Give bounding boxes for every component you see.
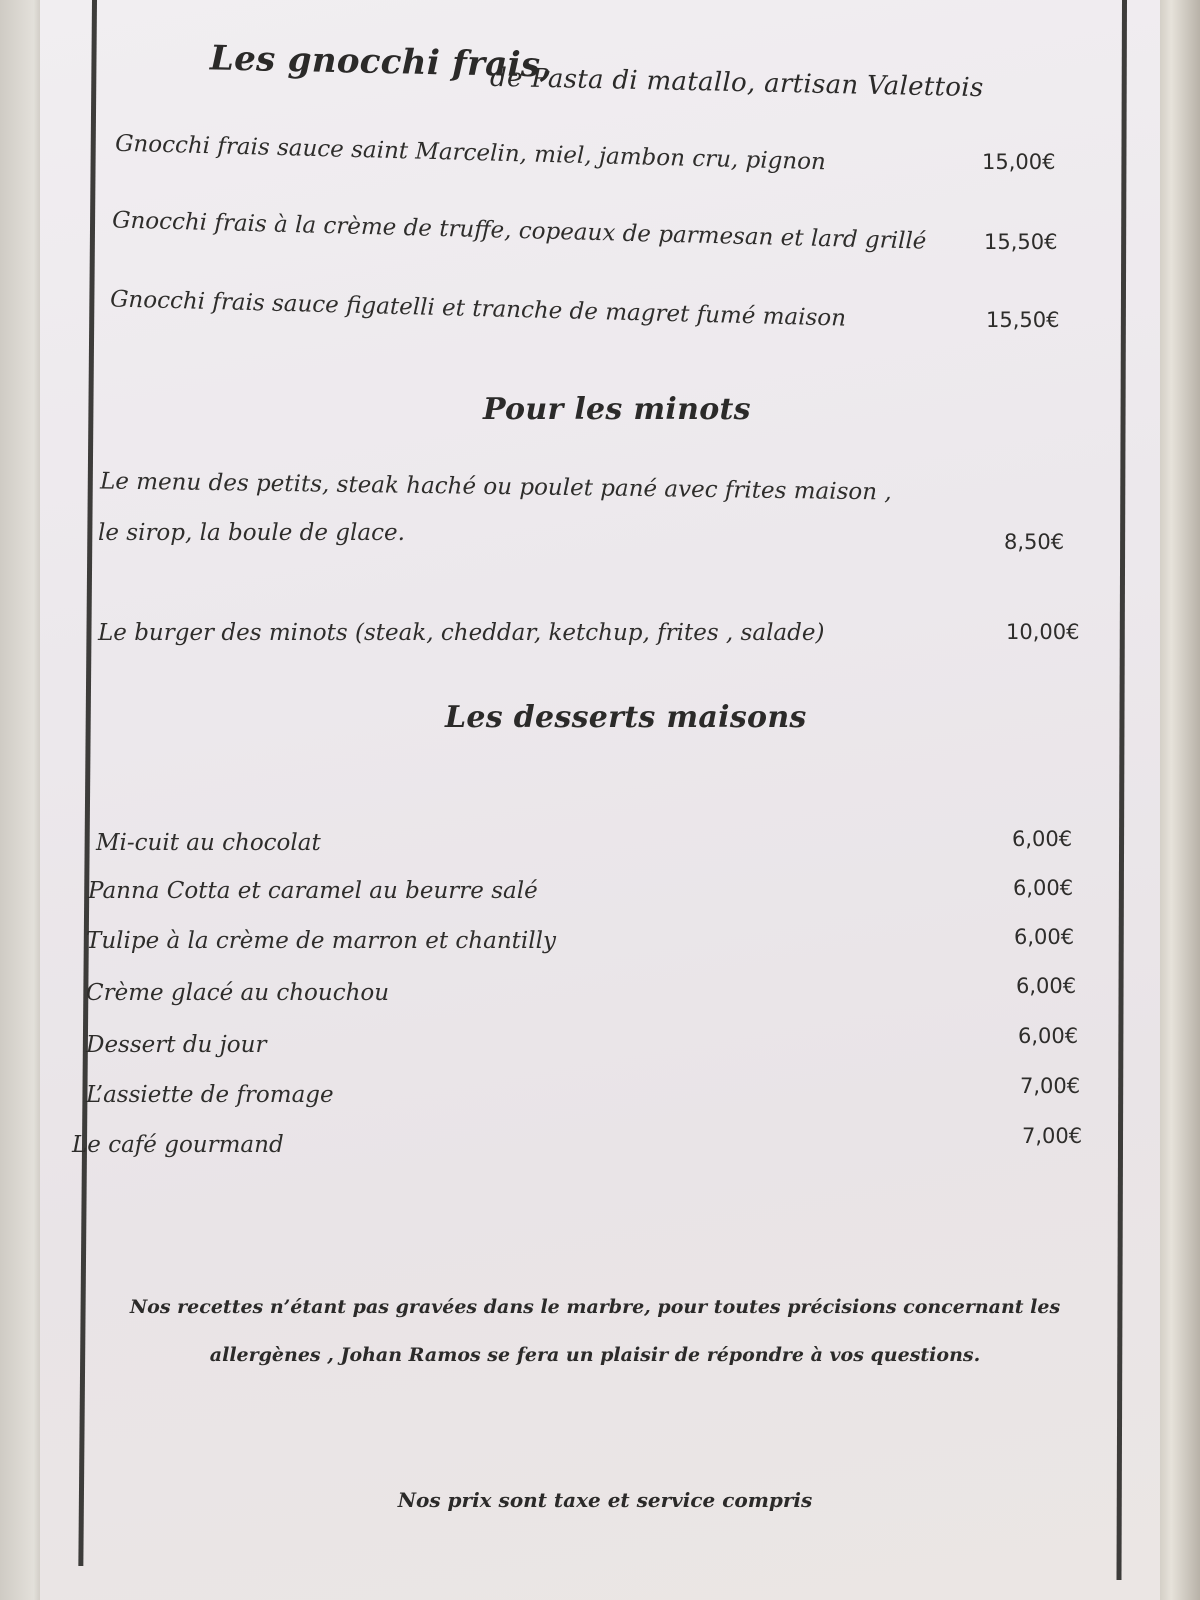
prices-note: Nos prix sont taxe et service compris bbox=[397, 1488, 813, 1512]
minots-menu-line-1: Le menu des petits, steak haché ou poulet pané avec frites maison , bbox=[99, 468, 892, 506]
dessert-item-6-label: L’assiette de fromage bbox=[86, 1082, 334, 1108]
dessert-item-4-price: 6,00€ bbox=[1016, 974, 1077, 998]
gnocchi-item-1-price: 15,00€ bbox=[982, 150, 1056, 174]
minots-burger-price: 10,00€ bbox=[1006, 620, 1080, 644]
minots-title: Pour les minots bbox=[483, 392, 751, 427]
minots-burger-label: Le burger des minots (steak, cheddar, ketchup, frites , salade) bbox=[98, 620, 825, 646]
gnocchi-item-3-label: Gnocchi frais sauce figatelli et tranche de magret fumé maison bbox=[109, 286, 847, 332]
dessert-item-2-price: 6,00€ bbox=[1013, 876, 1074, 900]
gnocchi-item-2-price: 15,50€ bbox=[984, 230, 1058, 254]
dessert-item-1-label: Mi-cuit au chocolat bbox=[96, 830, 321, 856]
gnocchi-subtitle: de Pasta di matallo, artisan Valettois bbox=[489, 62, 984, 104]
dessert-item-2-label: Panna Cotta et caramel au beurre salé bbox=[88, 878, 538, 904]
dessert-item-3-price: 6,00€ bbox=[1014, 925, 1075, 949]
gnocchi-item-3-price: 15,50€ bbox=[986, 308, 1060, 332]
dessert-item-7-price: 7,00€ bbox=[1022, 1124, 1083, 1148]
dessert-item-6-price: 7,00€ bbox=[1020, 1074, 1081, 1098]
dessert-item-5-label: Dessert du jour bbox=[86, 1032, 267, 1058]
dessert-item-7-label: Le café gourmand bbox=[72, 1132, 284, 1158]
gnocchi-item-2-label: Gnocchi frais à la crème de truffe, copeaux de parmesan et lard grillé bbox=[111, 207, 927, 255]
dessert-item-1-price: 6,00€ bbox=[1012, 827, 1073, 851]
dessert-item-5-price: 6,00€ bbox=[1018, 1024, 1079, 1048]
minots-menu-price: 8,50€ bbox=[1004, 530, 1065, 554]
allergen-note-line-2: allergènes , Johan Ramos se fera un plaisir de répondre à vos questions. bbox=[209, 1344, 981, 1366]
allergen-note-line-1: Nos recettes n’étant pas gravées dans le marbre, pour toutes précisions concernant les bbox=[129, 1296, 1061, 1318]
gnocchi-item-1-label: Gnocchi frais sauce saint Marcelin, miel, jambon cru, pignon bbox=[114, 130, 827, 176]
desserts-title: Les desserts maisons bbox=[445, 700, 807, 735]
minots-menu-line-2: le sirop, la boule de glace. bbox=[98, 520, 405, 546]
gnocchi-title: Les gnocchi frais, bbox=[209, 38, 553, 86]
dessert-item-4-label: Crème glacé au chouchou bbox=[86, 980, 390, 1006]
dessert-item-3-label: Tulipe à la crème de marron et chantilly bbox=[86, 928, 556, 954]
